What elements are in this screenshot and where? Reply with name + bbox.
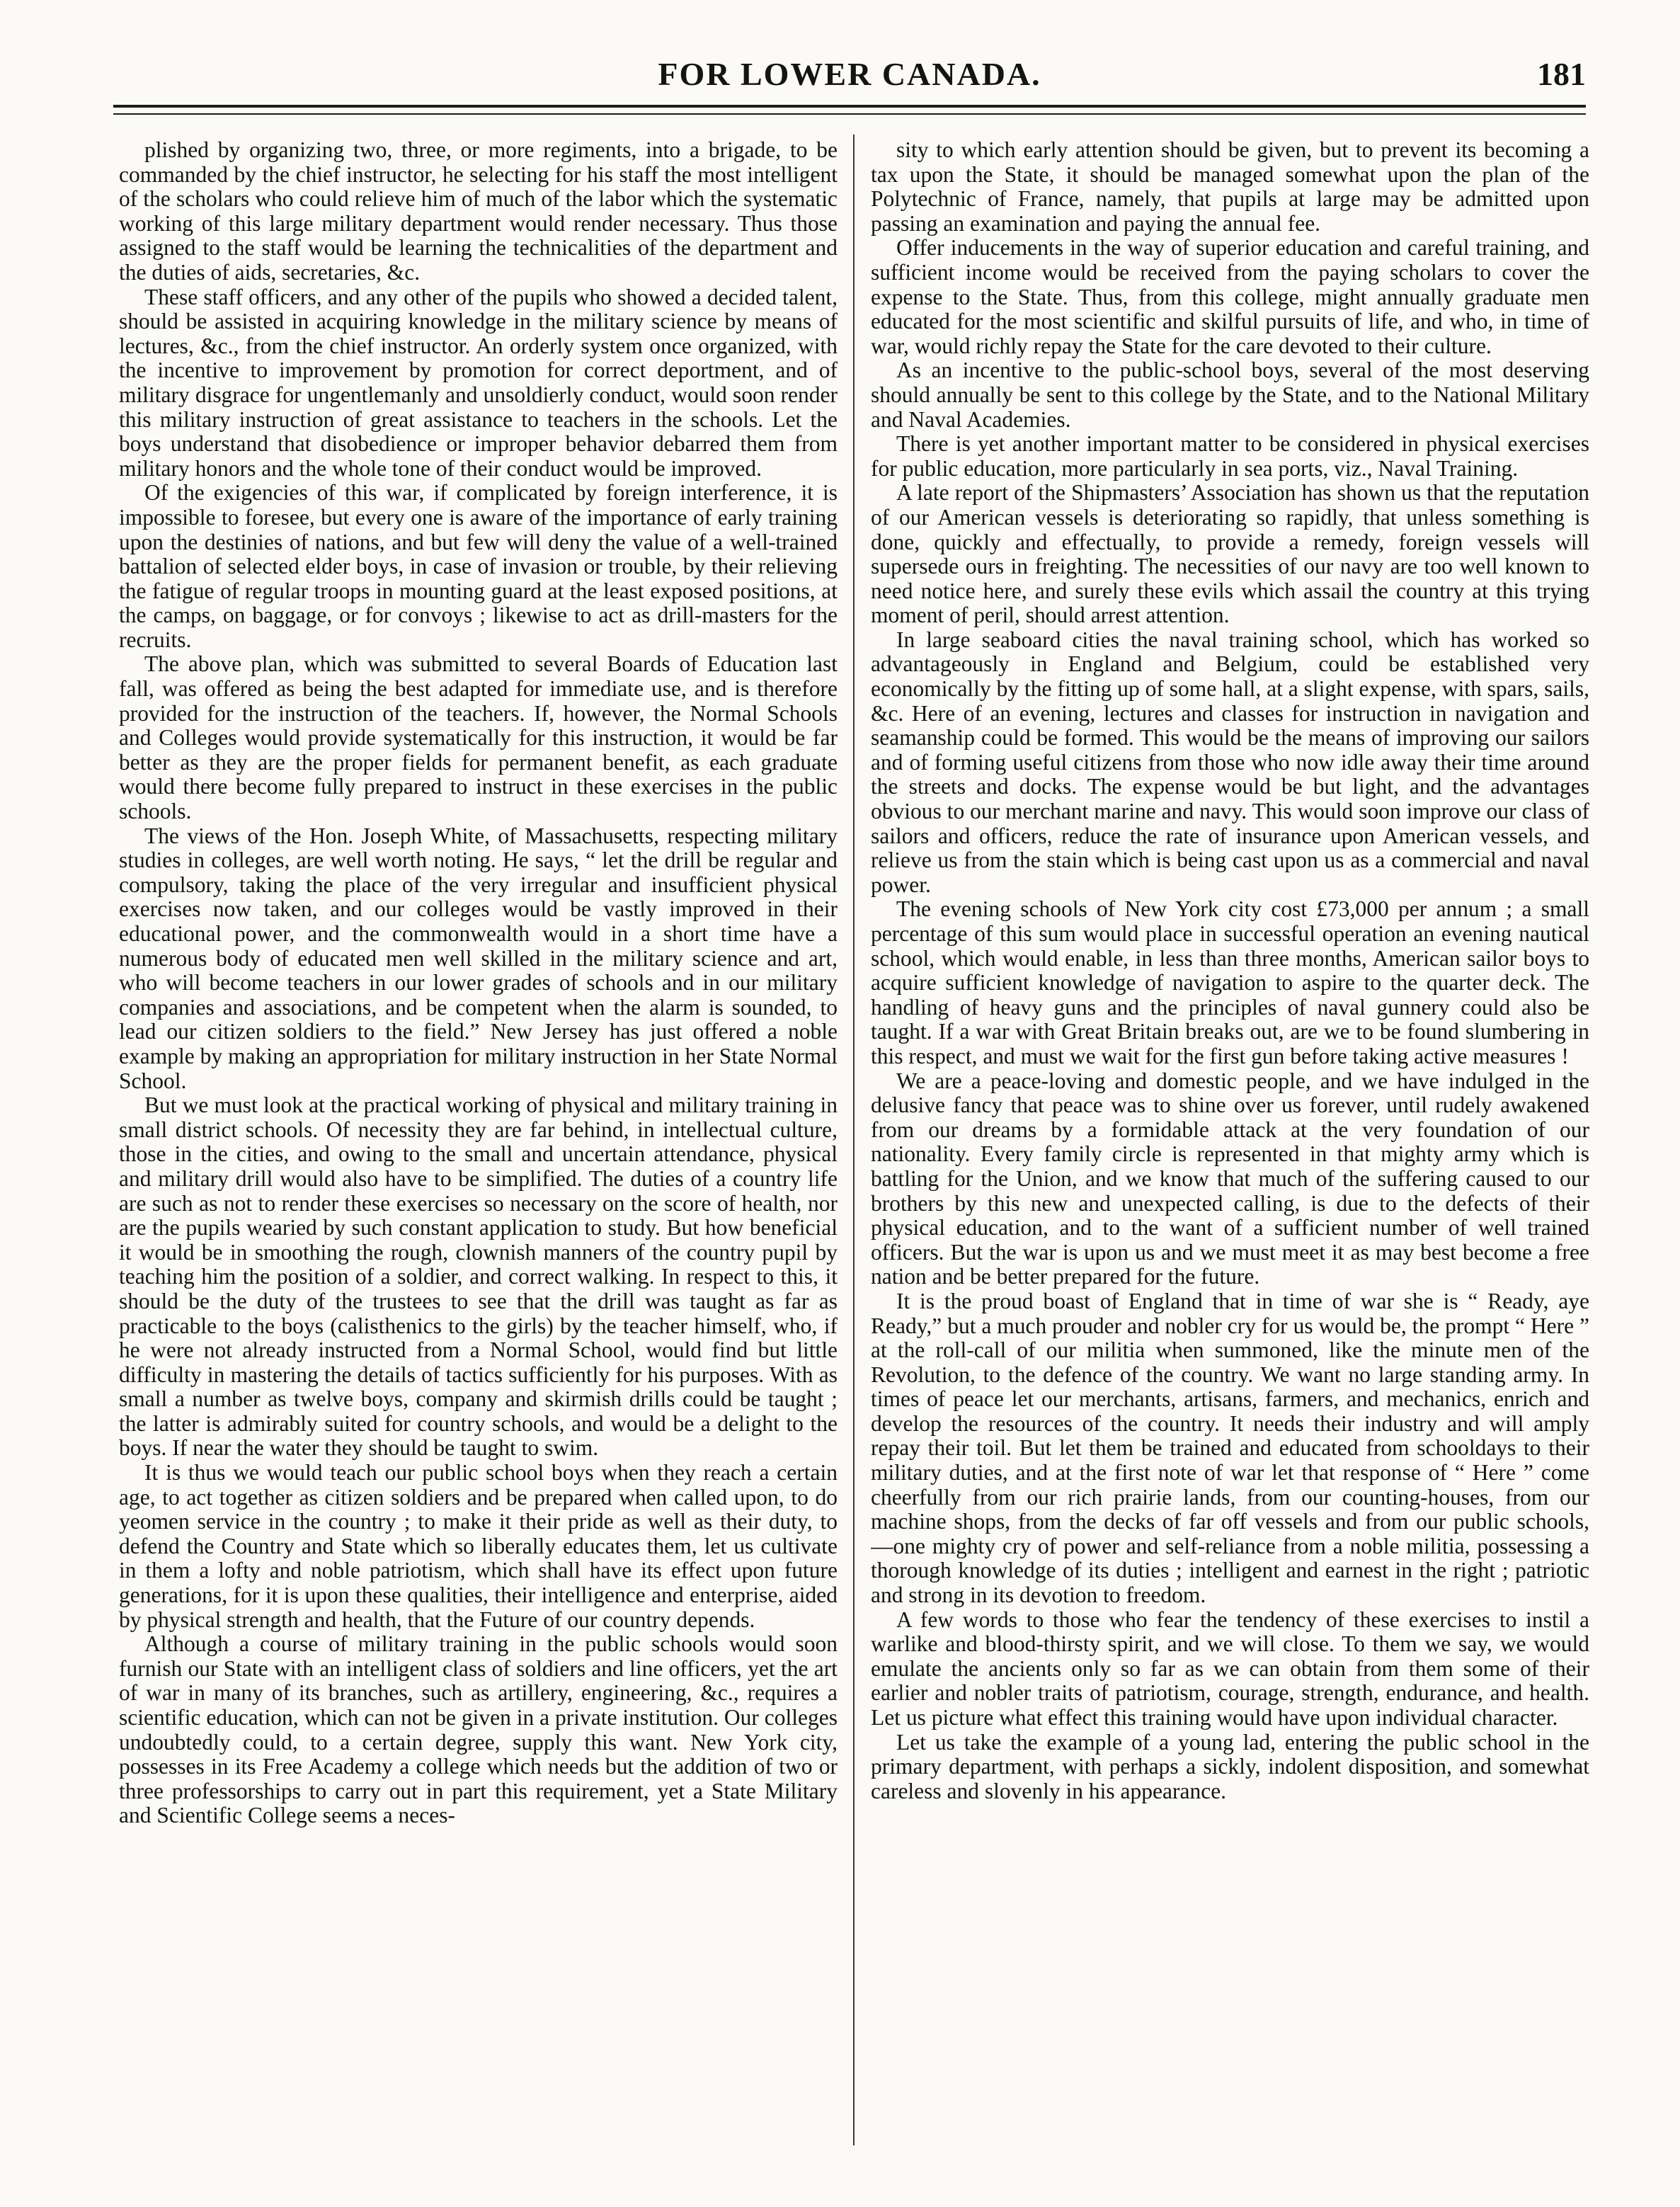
paragraph: But we must look at the practical working of physical and military training in small district schools. Of necessity they are far behind, in intellectual culture, those in the cities, and owing to the small and uncertain attendance, physical and military drill would also have to be simplified. The duties of a country life are such as not to render these exercises so necessary on the score of health, nor are the pupils wearied by such constant application to study. But how beneficial it would be in smoothing the rough, clownish manners of the country pupil by teaching him the position of a soldier, and correct walking. In respect to this, it should be the duty of the trustees to see that the drill was taught as far as practicable to the boys (calisthenics to the girls) by the teacher himself, who, if he were not already instructed from a Normal School, would find but little difficulty in mastering the details of tactics sufficiently for his purposes. With as small a number as twelve boys, company and skirmish drills could be taught ; the latter is admirably suited for country schools, and would be a delight to the boys. If near the water they should be taught to swim. (119, 1093, 838, 1461)
right-column (871, 138, 1589, 2156)
paragraph: A late report of the Shipmasters’ Association has shown us that the reputation of our American vessels is deteriorating so rapidly, that unless something is done, quickly and effectually, to provide a remedy, foreign vessels will supersede ours in freighting. The necessities of our navy are too well known to need notice here, and surely these evils which assail the country at this trying moment of peril, should arrest attention. (871, 480, 1589, 628)
header-rule-thick (113, 105, 1586, 108)
paragraph: The evening schools of New York city cost £73,000 per annum ; a small percentage of this sum would place in successful operation an evening nautical school, which would enable, in less than three months, American sailor boys to acquire sufficient knowledge of navigation to aspire to the quarter deck. The handling of heavy guns and the principles of naval gunnery could also be taught. If a war with Great Britain breaks out, are we to be found slumbering in this respect, and must we wait for the first gun before taking active measures ! (871, 896, 1589, 1068)
paragraph: It is thus we would teach our public school boys when they reach a certain age, to act together as citizen soldiers and be prepared when called upon, to do yeomen service in the country ; to make it their pride as well as their duty, to defend the Country and State which so liberally educates them, let us cultivate in them a lofty and noble patriotism, which shall have its effect upon future generations, for it is upon these qualities, their intelligence and enterprise, aided by physical strength and health, that the Future of our country depends. (119, 1460, 838, 1632)
page-number: 181 (1537, 56, 1586, 92)
paragraph: The views of the Hon. Joseph White, of Massachusetts, respecting military studies in colleges, are well worth noting. He says, “ let the drill be regular and compulsory, taking the place of the very irregular and insufficient physical exercises now taken, and our colleges would be vastly improved in their educational power, and the commonwealth would in a short time have a numerous body of educated men well skilled in the military science and art, who will become teachers in our lower grades of schools and in our military companies and associations, and be competent when the alarm is sounded, to lead our citizen soldiers to the field.” New Jersey has just offered a noble example by making an appropriation for military instruction in her State Normal School. (119, 823, 838, 1093)
left-column (119, 138, 838, 2156)
paragraph: sity to which early attention should be given, but to prevent its becoming a tax upon the State, it should be managed somewhat upon the plan of the Polytechnic of France, namely, that pupils at large may be admitted upon passing an examination and paying the annual fee. (871, 138, 1589, 236)
header-rule-thin (113, 113, 1586, 115)
paragraph: There is yet another important matter to be considered in physical exercises for public education, more particularly in sea ports, viz., Naval Training. (871, 431, 1589, 481)
paragraph: As an incentive to the public-school boys, several of the most deserving should annually be sent to this college by the State, and to the National Military and Naval Academies. (871, 358, 1589, 432)
paragraph: These staff officers, and any other of the pupils who showed a decided talent, should be assisted in acquiring knowledge in the military science by means of lectures, &c., from the chief instructor. An orderly system once organized, with the incentive to improvement by promotion for correct deportment, and of military disgrace for ungentlemanly and unsoldierly conduct, would soon render this military instruction of great assistance to teachers in the schools. Let the boys understand that disobedience or improper behavior debarred them from military honors and the whole tone of their conduct would be improved. (119, 284, 838, 481)
running-header (113, 50, 1586, 106)
paragraph: We are a peace-loving and domestic people, and we have indulged in the delusive fancy that peace was to shine over us forever, until rudely awakened from our dreams by a formidable attack at the very foundation of our nationality. Every family circle is represented in that mighty army which is battling for the Union, and we know that much of the suffering caused to our brothers by this new and unexpected calling, is due to the defects of their physical education, and to the want of a sufficient number of well trained officers. But the war is upon us and we must meet it as may best become a free nation and be better prepared for the future. (871, 1068, 1589, 1289)
paragraph: Let us take the example of a young lad, entering the public school in the primary department, with perhaps a sickly, indolent disposition, and somewhat careless and slovenly in his appearance. (871, 1729, 1589, 1803)
paragraph: The above plan, which was submitted to several Boards of Education last fall, was offered as being the best adapted for immediate use, and is therefore provided for the instruction of the teachers. If, however, the Normal Schools and Colleges would provide systematically for this instruction, it would be far better as they are the proper fields for permanent benefit, as each graduate would there become fully prepared to instruct in these exercises in the public schools. (119, 651, 838, 824)
running-title: FOR LOWER CANADA. (658, 56, 1041, 92)
paragraph: It is the proud boast of England that in time of war she is “ Ready, aye Ready,” but a much prouder and nobler cry for us would be, the prompt “ Here ” at the roll-call of our militia when summoned, like the minute men of the Revolution, to the defence of the country. We want no large standing army. In times of peace let our merchants, artisans, farmers, and mechanics, enrich and develop the resources of the country. It needs their industry and will amply repay their toil. But let them be trained and educated from schooldays to their military duties, and at the first note of war let that response of “ Here ” come cheerfully from our rich prairie lands, from our counting-houses, from our machine shops, from the decks of far off vessels and from our public schools, —one mighty cry of power and self-reliance from a noble militia, possessing a thorough knowledge of its duties ; intelligent and earnest in the right ; patriotic and strong in its devotion to freedom. (871, 1288, 1589, 1608)
paragraph: plished by organizing two, three, or more regiments, into a brigade, to be commanded by the chief instructor, he selecting for his staff the most intelligent of the scholars who could relieve him of much of the labor which the systematic working of this large military department would render necessary. Thus those assigned to the staff would be learning the technicalities of the department and the duties of aids, secretaries, &c. (119, 138, 838, 285)
paragraph: Of the exigencies of this war, if complicated by foreign interference, it is impossible to foresee, but every one is aware of the importance of early training upon the destinies of nations, and but few will deny the value of a well-trained battalion of selected elder boys, in case of invasion or trouble, by their relieving the fatigue of regular troops in mounting guard at the least exposed positions, at the camps, on baggage, or for convoys ; likewise to act as drill-masters for the recruits. (119, 480, 838, 652)
paragraph: In large seaboard cities the naval training school, which has worked so advantageously in England and Belgium, could be established very economically by the fitting up of some hall, at a slight expense, with spars, sails, &c. Here of an evening, lectures and classes for instruction in navigation and seamanship could be formed. This would be the means of improving our sailors and of forming useful citizens from those who now idle away their time around the streets and docks. The expense would be but light, and the advantages obvious to our merchant marine and navy. This would soon improve our class of sailors and officers, reduce the rate of insurance upon American vessels, and relieve us from the stain which is being cast upon us as a commercial and naval power. (871, 627, 1589, 897)
column-divider (853, 135, 855, 2145)
paragraph: A few words to those who fear the tendency of these exercises to instil a warlike and blood-thirsty spirit, and we will close. To them we say, we would emulate the ancients only so far as we can obtain from them some of their earlier and nobler traits of patriotism, courage, strength, endurance, and health. Let us picture what effect this training would have upon individual character. (871, 1607, 1589, 1730)
paragraph: Although a course of military training in the public schools would soon furnish our State with an intelligent class of soldiers and line officers, yet the art of war in many of its branches, such as artillery, engineering, &c., requires a scientific education, which can not be given in a private institution. Our colleges undoubtedly could, to a certain degree, supply this want. New York city, possesses in its Free Academy a college which needs but the addition of two or three professorships to carry out in part this requirement, yet a State Military and Scientific College seems a neces- (119, 1631, 838, 1828)
paragraph: Offer inducements in the way of superior education and careful training, and sufficient income would be received from the paying scholars to cover the expense to the State. Thus, from this college, might annually graduate men educated for the most scientific and skilful pursuits of life, and who, in time of war, would richly repay the State for the care devoted to their culture. (871, 235, 1589, 358)
